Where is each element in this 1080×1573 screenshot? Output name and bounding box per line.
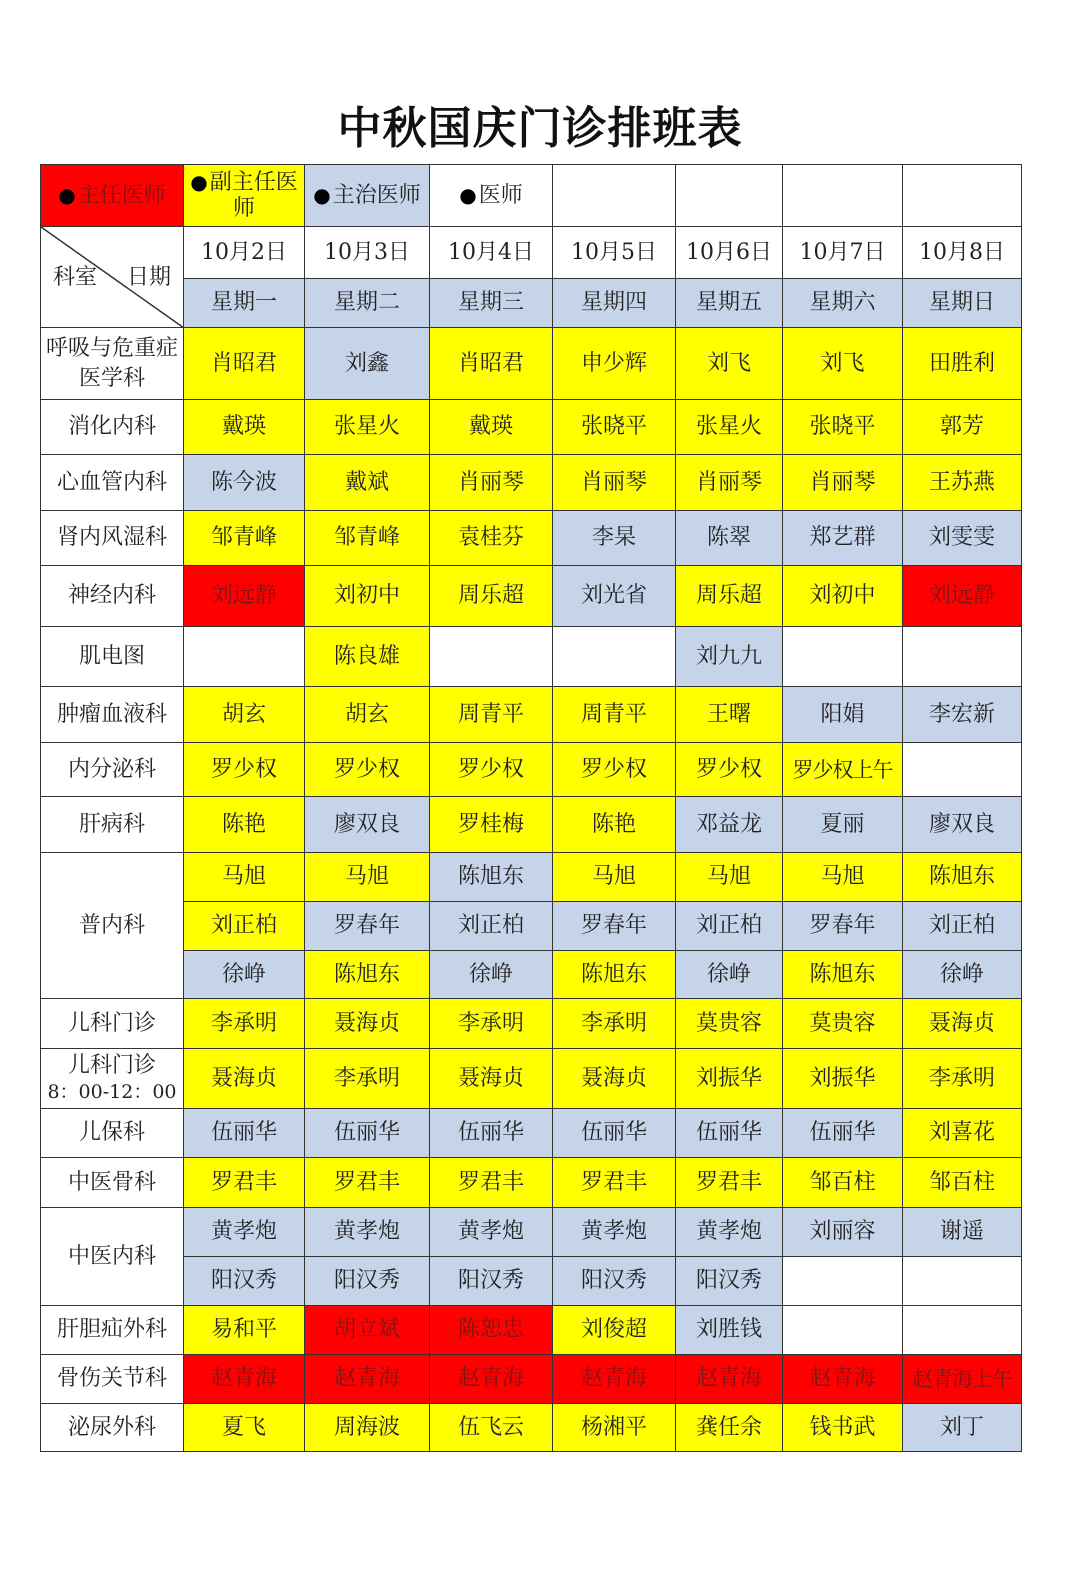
- department-label: 肿瘤血液科: [56, 701, 167, 727]
- doctor-cell: 黄孝炮: [430, 1208, 553, 1257]
- doctor-cell: 刘正柏: [676, 902, 783, 951]
- schedule-row: [41, 1355, 1022, 1404]
- doctor-cell: 李承明: [184, 999, 305, 1049]
- department-label: 神经内科: [67, 583, 156, 608]
- doctor-cell: 罗君丰: [305, 1158, 430, 1208]
- doctor-cell: 刘正柏: [430, 902, 553, 951]
- doctor-cell: 李杲: [553, 511, 676, 566]
- empty-cell: [553, 165, 676, 227]
- doctor-cell: 聂海贞: [184, 1049, 305, 1109]
- doctor-cell: 伍丽华: [676, 1109, 783, 1158]
- doctor-cell: 刘雯雯: [903, 511, 1022, 566]
- doctor-cell: 廖双良: [305, 797, 430, 853]
- date-cell: 10月7日: [783, 227, 903, 279]
- doctor-cell: 伍丽华: [430, 1109, 553, 1158]
- doctor-cell: 黄孝炮: [553, 1208, 676, 1257]
- date-row: [41, 227, 1022, 279]
- doctor-cell: 赵青海: [305, 1355, 430, 1404]
- weekday-cell: 星期六: [783, 279, 903, 328]
- date-cell: 10月2日: [184, 227, 305, 279]
- department-name: [41, 1355, 184, 1404]
- doctor-cell: 伍飞云: [430, 1404, 553, 1452]
- doctor-cell: 罗桂梅: [430, 797, 553, 853]
- department-name: [41, 455, 184, 511]
- doctor-cell: 陈旭东: [783, 951, 903, 999]
- doctor-cell: 伍丽华: [184, 1109, 305, 1158]
- doctor-cell: 罗少权: [430, 743, 553, 797]
- schedule-row: [41, 1049, 1022, 1109]
- doctor-cell: 李承明: [903, 1049, 1022, 1109]
- doctor-cell: 聂海贞: [430, 1049, 553, 1109]
- schedule-row: [41, 1109, 1022, 1158]
- doctor-cell: 郭芳: [903, 400, 1022, 455]
- doctor-cell: 莫贵容: [676, 999, 783, 1049]
- department-name: [41, 1306, 184, 1355]
- doctor-cell: 刘飞: [676, 328, 783, 400]
- empty-cell: [783, 165, 903, 227]
- doctor-cell: 郑艺群: [783, 511, 903, 566]
- doctor-cell: 胡玄: [305, 687, 430, 743]
- doctor-cell: 龚任余: [676, 1404, 783, 1452]
- doctor-cell: 邹青峰: [184, 511, 305, 566]
- doctor-cell: 刘振华: [783, 1049, 903, 1109]
- doctor-cell: 聂海贞: [903, 999, 1022, 1049]
- schedule-row: [41, 627, 1022, 687]
- doctor-cell: 李宏新: [903, 687, 1022, 743]
- schedule-row: [41, 1257, 1022, 1306]
- empty-cell: [553, 627, 676, 687]
- doctor-cell: 肖昭君: [184, 328, 305, 400]
- empty-cell: [903, 1257, 1022, 1306]
- legend-attending: [305, 165, 430, 227]
- date-cell: 10月4日: [430, 227, 553, 279]
- doctor-cell: 徐峥: [184, 951, 305, 999]
- doctor-cell: 陈恕忠: [430, 1306, 553, 1355]
- doctor-cell: 田胜利: [903, 328, 1022, 400]
- weekday-cell: 星期日: [903, 279, 1022, 328]
- doctor-cell: 阳汉秀: [676, 1257, 783, 1306]
- doctor-cell: 伍丽华: [305, 1109, 430, 1158]
- doctor-cell: 肖丽琴: [783, 455, 903, 511]
- schedule-row: [41, 455, 1022, 511]
- doctor-cell: 赵青海: [553, 1355, 676, 1404]
- doctor-cell: 刘正柏: [903, 902, 1022, 951]
- doctor-cell: 周青平: [553, 687, 676, 743]
- schedule-table: [40, 164, 1022, 1452]
- department-name: [41, 1049, 184, 1109]
- doctor-cell: 马旭: [305, 853, 430, 902]
- schedule-row: [41, 853, 1022, 902]
- department-label: 骨伤关节科: [56, 1366, 167, 1391]
- legend-label: 医师: [478, 183, 523, 208]
- doctor-cell: 赵青海: [676, 1355, 783, 1404]
- doctor-cell: 刘初中: [783, 566, 903, 627]
- doctor-cell: 李承明: [553, 999, 676, 1049]
- doctor-cell: 赵青海上午: [903, 1355, 1022, 1404]
- doctor-cell: 邓益龙: [676, 797, 783, 853]
- schedule-row: [41, 328, 1022, 400]
- date-cell: 10月8日: [903, 227, 1022, 279]
- doctor-cell: 钱书武: [783, 1404, 903, 1452]
- weekday-cell: 星期一: [184, 279, 305, 328]
- schedule-row: [41, 951, 1022, 999]
- doctor-cell: 肖丽琴: [553, 455, 676, 511]
- weekday-cell: 星期二: [305, 279, 430, 328]
- doctor-cell: 易和平: [184, 1306, 305, 1355]
- doctor-cell: 申少辉: [553, 328, 676, 400]
- doctor-cell: 马旭: [676, 853, 783, 902]
- department-label: 泌尿外科: [67, 1414, 156, 1440]
- department-name: [41, 1208, 184, 1306]
- doctor-cell: 罗少权: [676, 743, 783, 797]
- schedule-row: [41, 999, 1022, 1049]
- department-label: 消化内科: [67, 414, 156, 439]
- department-name: [41, 797, 184, 853]
- doctor-cell: 廖双良: [903, 797, 1022, 853]
- doctor-cell: 罗少权上午: [783, 743, 903, 797]
- department-label: 肝病科: [78, 811, 145, 837]
- legend-label: 主治医师: [332, 183, 421, 208]
- doctor-cell: 肖昭君: [430, 328, 553, 400]
- doctor-cell: 罗君丰: [553, 1158, 676, 1208]
- doctor-cell: 胡玄: [184, 687, 305, 743]
- legend-row: [41, 165, 1022, 227]
- doctor-cell: 马旭: [553, 853, 676, 902]
- doctor-cell: 赵青海: [783, 1355, 903, 1404]
- doctor-cell: 伍丽华: [553, 1109, 676, 1158]
- doctor-cell: 刘鑫: [305, 328, 430, 400]
- doctor-cell: 伍丽华: [783, 1109, 903, 1158]
- department-label: 肝胆疝外科: [56, 1317, 167, 1342]
- doctor-cell: 徐峥: [903, 951, 1022, 999]
- bullet-icon: ●: [313, 183, 331, 207]
- doctor-cell: 刘丁: [903, 1404, 1022, 1452]
- doctor-cell: 杨湘平: [553, 1404, 676, 1452]
- doctor-cell: 刘振华: [676, 1049, 783, 1109]
- department-name: [41, 687, 184, 743]
- doctor-cell: 莫贵容: [783, 999, 903, 1049]
- page-title: 中秋国庆门诊排班表: [337, 103, 743, 154]
- doctor-cell: 陈旭东: [553, 951, 676, 999]
- doctor-cell: 戴瑛: [430, 400, 553, 455]
- doctor-cell: 罗君丰: [676, 1158, 783, 1208]
- doctor-cell: 罗君丰: [184, 1158, 305, 1208]
- schedule-row: [41, 743, 1022, 797]
- doctor-cell: 刘俊超: [553, 1306, 676, 1355]
- doctor-cell: 聂海贞: [305, 999, 430, 1049]
- doctor-cell: 赵青海: [430, 1355, 553, 1404]
- doctor-cell: 袁桂芬: [430, 511, 553, 566]
- date-cell: 10月6日: [676, 227, 783, 279]
- doctor-cell: 罗少权: [305, 743, 430, 797]
- doctor-cell: 邹青峰: [305, 511, 430, 566]
- department-name: [41, 511, 184, 566]
- doctor-cell: 邹百柱: [903, 1158, 1022, 1208]
- doctor-cell: 阳汉秀: [184, 1257, 305, 1306]
- department-name: [41, 1404, 184, 1452]
- doctor-cell: 陈旭东: [430, 853, 553, 902]
- doctor-cell: 刘九九: [676, 627, 783, 687]
- department-label: 内分泌科: [67, 756, 156, 782]
- doctor-cell: 周乐超: [430, 566, 553, 627]
- department-label: 儿科门诊: [67, 1010, 156, 1036]
- doctor-cell: 徐峥: [430, 951, 553, 999]
- empty-cell: [903, 1306, 1022, 1355]
- weekday-cell: 星期五: [676, 279, 783, 328]
- date-cell: 10月5日: [553, 227, 676, 279]
- doctor-cell: 胡立斌: [305, 1306, 430, 1355]
- doctor-cell: 肖丽琴: [430, 455, 553, 511]
- department-label: 肌电图: [78, 643, 145, 669]
- doctor-cell: 黄孝炮: [305, 1208, 430, 1257]
- empty-cell: [783, 1306, 903, 1355]
- bullet-icon: ●: [58, 183, 76, 207]
- empty-cell: [903, 627, 1022, 687]
- doctor-cell: 罗少权: [553, 743, 676, 797]
- doctor-cell: 陈旭东: [903, 853, 1022, 902]
- department-name: [41, 627, 184, 687]
- doctor-cell: 周青平: [430, 687, 553, 743]
- doctor-cell: 陈今波: [184, 455, 305, 511]
- date-cell: 10月3日: [305, 227, 430, 279]
- bullet-icon: ●: [190, 170, 208, 194]
- doctor-cell: 刘远静: [184, 566, 305, 627]
- doctor-cell: 周乐超: [676, 566, 783, 627]
- department-label: 心血管内科: [56, 469, 167, 495]
- doctor-cell: 罗春年: [305, 902, 430, 951]
- legend-label: 副主任医师: [209, 170, 298, 221]
- empty-cell: [676, 165, 783, 227]
- empty-cell: [430, 627, 553, 687]
- department-name: [41, 853, 184, 999]
- doctor-cell: 张星火: [676, 400, 783, 455]
- doctor-cell: 徐峥: [676, 951, 783, 999]
- empty-cell: [903, 165, 1022, 227]
- empty-cell: [903, 743, 1022, 797]
- doctor-cell: 马旭: [184, 853, 305, 902]
- weekday-cell: 星期四: [553, 279, 676, 328]
- doctor-cell: 阳汉秀: [553, 1257, 676, 1306]
- doctor-cell: 刘光省: [553, 566, 676, 627]
- doctor-cell: 肖丽琴: [676, 455, 783, 511]
- doctor-cell: 王曙: [676, 687, 783, 743]
- doctor-cell: 刘胜钱: [676, 1306, 783, 1355]
- department-label: 呼吸与危重症医学科: [45, 335, 178, 391]
- doctor-cell: 罗春年: [553, 902, 676, 951]
- doctor-cell: 戴瑛: [184, 400, 305, 455]
- doctor-cell: 黄孝炮: [676, 1208, 783, 1257]
- doctor-cell: 张星火: [305, 400, 430, 455]
- legend-label: 主任医师: [77, 183, 166, 208]
- doctor-cell: 刘远静: [903, 566, 1022, 627]
- corner-header: [41, 227, 184, 328]
- department-hours: 8：00-12：00: [47, 1080, 177, 1103]
- legend-deputy: [184, 165, 305, 227]
- doctor-cell: 陈翠: [676, 511, 783, 566]
- schedule-row: [41, 566, 1022, 627]
- schedule-row: [41, 400, 1022, 455]
- doctor-cell: 李承明: [430, 999, 553, 1049]
- doctor-cell: 张晓平: [553, 400, 676, 455]
- doctor-cell: 罗少权: [184, 743, 305, 797]
- doctor-cell: 马旭: [783, 853, 903, 902]
- schedule-row: [41, 511, 1022, 566]
- department-label: 普内科: [78, 912, 145, 938]
- department-name: [41, 400, 184, 455]
- legend-chief: [41, 165, 184, 227]
- doctor-cell: 罗君丰: [430, 1158, 553, 1208]
- doctor-cell: 陈旭东: [305, 951, 430, 999]
- department-label: 肾内风湿科: [56, 525, 167, 550]
- department-name: [41, 566, 184, 627]
- schedule-row: [41, 902, 1022, 951]
- legend-physician: [430, 165, 553, 227]
- schedule-row: [41, 1208, 1022, 1257]
- doctor-cell: 王苏燕: [903, 455, 1022, 511]
- department-name: [41, 1109, 184, 1158]
- department-name: [41, 1158, 184, 1208]
- doctor-cell: 罗春年: [783, 902, 903, 951]
- doctor-cell: 阳娟: [783, 687, 903, 743]
- department-label: 中医内科: [67, 1243, 156, 1269]
- doctor-cell: 陈艳: [184, 797, 305, 853]
- doctor-cell: 谢遥: [903, 1208, 1022, 1257]
- bullet-icon: ●: [459, 183, 477, 207]
- date-label: 日期: [127, 265, 172, 290]
- empty-cell: [783, 627, 903, 687]
- doctor-cell: 黄孝炮: [184, 1208, 305, 1257]
- department-name: [41, 743, 184, 797]
- doctor-cell: 刘丽容: [783, 1208, 903, 1257]
- doctor-cell: 邹百柱: [783, 1158, 903, 1208]
- schedule-row: [41, 687, 1022, 743]
- doctor-cell: 刘正柏: [184, 902, 305, 951]
- doctor-cell: 周海波: [305, 1404, 430, 1452]
- doctor-cell: 李承明: [305, 1049, 430, 1109]
- doctor-cell: 陈艳: [553, 797, 676, 853]
- empty-cell: [184, 627, 305, 687]
- doctor-cell: 夏丽: [783, 797, 903, 853]
- schedule-row: [41, 797, 1022, 853]
- department-name: [41, 328, 184, 400]
- doctor-cell: 赵青海: [184, 1355, 305, 1404]
- department-label: 儿保科: [78, 1120, 145, 1145]
- doctor-cell: 陈良雄: [305, 627, 430, 687]
- weekday-cell: 星期三: [430, 279, 553, 328]
- schedule-row: [41, 1404, 1022, 1452]
- schedule-row: [41, 1306, 1022, 1355]
- doctor-cell: 戴斌: [305, 455, 430, 511]
- empty-cell: [783, 1257, 903, 1306]
- doctor-cell: 刘飞: [783, 328, 903, 400]
- department-name: [41, 999, 184, 1049]
- doctor-cell: 张晓平: [783, 400, 903, 455]
- weekday-row: [41, 279, 1022, 328]
- department-label: 儿科门诊: [67, 1052, 156, 1078]
- doctor-cell: 阳汉秀: [305, 1257, 430, 1306]
- doctor-cell: 阳汉秀: [430, 1257, 553, 1306]
- doctor-cell: 刘喜花: [903, 1109, 1022, 1158]
- doctor-cell: 聂海贞: [553, 1049, 676, 1109]
- schedule-row: [41, 1158, 1022, 1208]
- department-label: 中医骨科: [67, 1169, 156, 1195]
- doctor-cell: 夏飞: [184, 1404, 305, 1452]
- dept-label: 科室: [53, 265, 98, 290]
- doctor-cell: 刘初中: [305, 566, 430, 627]
